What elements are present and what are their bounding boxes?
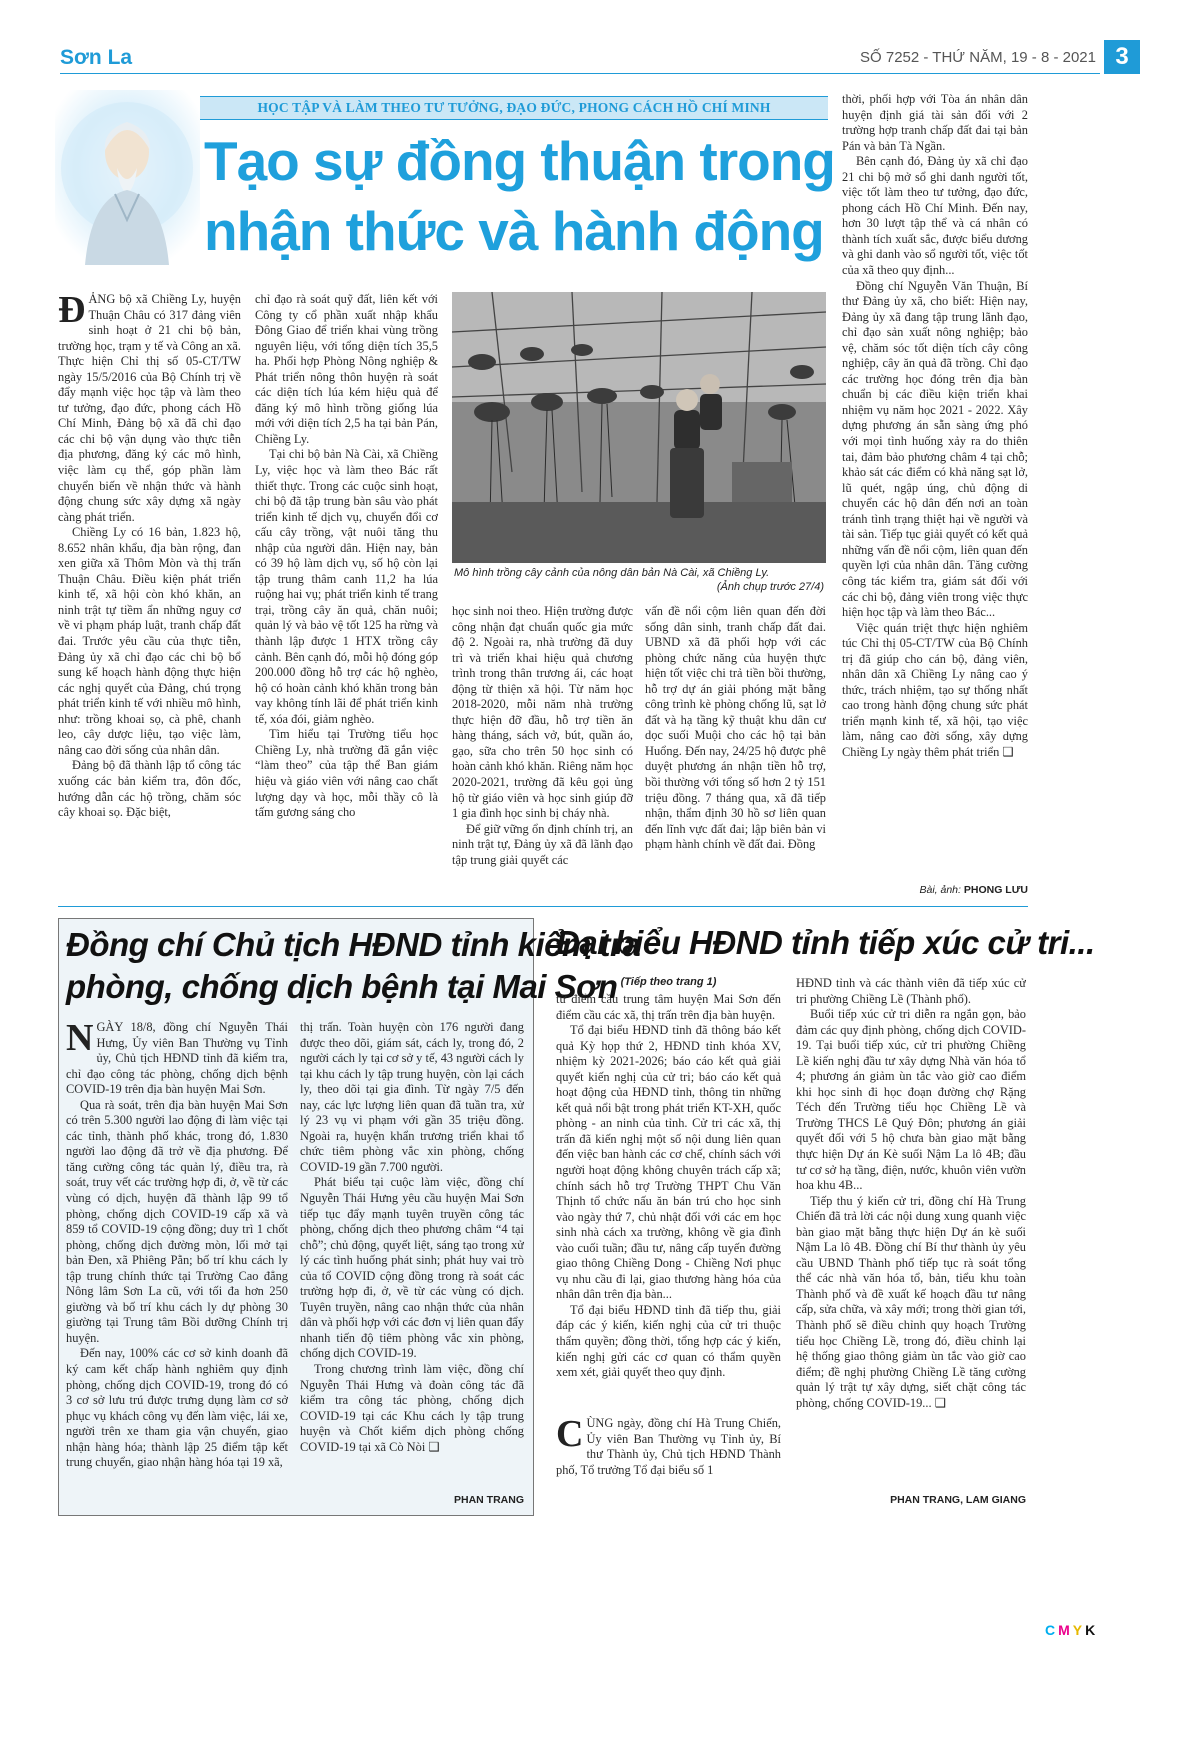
paragraph: ÙNG ngày, đồng chí Hà Trung Chiến, Ủy viên Ban Thường vụ Tỉnh ủy, Bí thư Thành ủy, Chủ tịch HĐND Thành phố, Tổ trưởng Tổ đại biểu số 1 <box>556 1416 781 1477</box>
article1-col3 <box>452 604 633 872</box>
dropcap: Đ <box>58 292 86 331</box>
page-number: 3 <box>1104 40 1140 74</box>
paragraph: Qua rà soát, trên địa bàn huyện Mai Sơn có trên 5.300 người lao động đi làm việc tại các tỉnh, thành phố khác, trong đó, 1.830 người lao động đã trở về địa phương. Để tăng cường công tác quản lý, điều tra, rà soát, truy vết các trường hợp đi, ở, về từ các vùng có dịch, huyện đã thành lập 99 tổ phòng, chống dịch COVID-19 cấp xã và 859 tổ COVID-19 cộng đồng; duy trì 1 chốt phòng, chống dịch đường mòn, lối mở tại bản Đen, xã Phiêng Pằn; bố trí khu cách ly tập trung chính thức tại Trường Cao đẳng Nông lâm Sơn La cũ, với tối đa hơn 250 giường và bố trí khu cách ly dự phòng 30 giường tại Trung tâm Bồi dưỡng Chính trị huyện. <box>66 1097 288 1345</box>
article1-byline <box>842 884 1028 896</box>
paragraph: Chiềng Ly có 16 bản, 1.823 hộ, 8.652 nhân khẩu, địa bàn rộng, đan xen giữa xã Thôm Mòn và thị trấn Thuận Châu. Điều kiện phát triển kinh tế, xã hội còn khó khăn, an ninh trật tự tiềm ẩn những nguy cơ về vi phạm pháp luật, tranh chấp đất đai. Trước yêu cầu của thực tiễn, Đảng ủy xã chỉ đạo các chi bộ bổ sung kế hoạch hành động thực hiện các nghị quyết của Đảng, chú trọng phát triển kinh tế với nhiều mô hình, như: trồng khoai sọ, cà phê, chanh leo, cây dược liệu, tạo việc làm, nâng cao đời sống của nhân dân. <box>58 525 241 757</box>
paragraph: Đến nay, 100% các cơ sở kinh doanh đã ký cam kết chấp hành nghiêm quy định phòng, chống dịch COVID-19, trong đó có 3 cơ sở lưu trú được trưng dụng làm cơ sở phục vụ khách công vụ đến làm việc, lái xe, người trên xe tham gia vận chuyển, giao nhận hàng hóa; thành lập 25 điểm tập kết trung chuyển, giao nhận hàng hóa tại 19 xã, <box>66 1346 288 1470</box>
article1-col2 <box>255 292 438 872</box>
article1-col1 <box>58 292 241 872</box>
article-photo <box>452 292 826 563</box>
byline-author: PHONG LƯU <box>963 884 1028 896</box>
cmyk-marks <box>1045 1622 1098 1638</box>
kicker-banner <box>200 96 828 120</box>
article3-col2 <box>796 976 1026 1491</box>
dropcap: C <box>556 1416 584 1455</box>
paragraph: Đồng chí Nguyễn Văn Thuận, Bí thư Đảng ủy xã, cho biết: Hiện nay, Đảng ủy xã đang tập trung lãnh đạo, chỉ đạo sản xuất nông nghiệp; bảo vệ, chăm sóc tốt diện tích cây công nghiệp, cây ăn quả đã trồng. Chỉ đạo các trường học đóng trên địa bàn chuẩn bị các điều kiện triển khai nhiệm vụ năm học 2021 - 2022. Xây dựng phương án sẵn sàng ứng phó với mọi tình huống xảy ra do thiên tai, đảm bảo phương châm 4 tại chỗ; khảo sát các điểm có khả năng sạt lở, lũ quét, ngập úng, chủ động di chuyển các hộ dân đến nơi an toàn tránh tình trạng thiệt hại về người và tài sản. Tiếp tục giải quyết có kết quả những vấn đề nổi cộm, liên quan đến quyền lợi của nhân dân. Tăng cường công tác kiểm tra, giám sát đối với các chi bộ, đảng viên trong việc thực hiện học tập và làm theo Bác... <box>842 278 1028 620</box>
article3-title: Đại biểu HĐND tỉnh tiếp xúc cử tri... <box>556 924 1095 961</box>
paragraph: thời, phối hợp với Tòa án nhân dân huyện định giá tài sản đối với 2 trường hợp tranh chấp đất đai tại bản Pán và bản Tà Ngần. <box>842 92 1028 153</box>
article2-title-line2: phòng, chống dịch bệnh tại Mai Sơn <box>66 968 618 1005</box>
paragraph: thị trấn. Toàn huyện còn 176 người đang được theo dõi, giám sát, cách ly, trong đó, 2 người cách ly tại cơ sở y tế, 43 người cách ly tại khu cách ly tập trung huyện, còn lại cách ly, theo dõi tại gia đình. Từ ngày 7/5 đến nay, các lực lượng liên quan đã tuần tra, xử lý 23 vụ vi phạm với gần 35 triệu đồng. Ngoài ra, huyện khẩn trương triển khai tổ chức tiêm phòng vắc xin phòng, chống COVID-19 gần 7.700 người. <box>300 1020 524 1174</box>
paragraph: HĐND tỉnh và các thành viên đã tiếp xúc cử tri phường Chiềng Lề (Thành phố). <box>796 976 1026 1006</box>
article2-byline: PHAN TRANG <box>454 1494 524 1506</box>
header-rule <box>60 73 1100 74</box>
kicker-text: HỌC TẬP VÀ LÀM THEO TƯ TƯỞNG, ĐẠO ĐỨC, PHONG CÁCH HỒ CHÍ MINH <box>257 100 771 115</box>
article3-col1 <box>556 992 781 1412</box>
paragraph: Để giữ vững ổn định chính trị, an ninh trật tự, Đảng ủy xã đã lãnh đạo tập trung giải quyết các <box>452 821 633 867</box>
paragraph: Phát biểu tại cuộc làm việc, đồng chí Nguyễn Thái Hưng yêu cầu huyện Mai Sơn tiếp tục đẩy mạnh tuyên truyền công tác phòng, chống dịch theo phương châm “4 tại chỗ”; chủ động, quyết liệt, sáng tạo trong xử lý các tình huống phát sinh; phát huy vai trò của tổ COVID cộng đồng trong rà soát các trường hợp đi, ở, về từ các vùng có dịch. Tuyên truyền, nâng cao nhận thức của nhân dân và phối hợp với các đơn vị liên quan đẩy nhanh tiến độ tiêm phòng vắc xin phòng, chống dịch COVID-19. <box>300 1175 524 1361</box>
paragraph: học sinh noi theo. Hiện trường được công nhận đạt chuẩn quốc gia mức độ 2. Ngoài ra, nhà trường đã duy trì và triển khai hiệu quả chương trình trong thân trương ái, các hoạt động từ thiện xã hội. Từ năm học 2018-2020, mỗi năm nhà trường thực hiện đỡ đầu, hỗ trợ tiền ăn hàng tháng, sách vở, bút, quần áo, gạo, sữa cho trên 50 học sinh có hoàn cảnh khó khăn. Riêng năm học 2020-2021, trường đã kêu gọi ủng hộ từ giáo viên và học sinh giúp đỡ 1 gia đình học sinh bị cháy nhà. <box>452 604 633 821</box>
dropcap: N <box>66 1020 94 1059</box>
paragraph: chỉ đạo rà soát quỹ đất, liên kết với Công ty cổ phần xuất nhập khẩu Đông Giao để triển khai vùng trồng nguyên liệu, với tổng diện tích 35,5 ha. Phối hợp Phòng Nông nghiệp & Phát triển nông thôn huyện rà soát các diện tích lúa kém hiệu quả để đăng ký mô hình trồng giống lúa mới với diện tích 2,5 ha tại bản Pán, Chiềng Ly. <box>255 292 438 446</box>
cmyk-c: C <box>1045 1622 1059 1638</box>
paragraph: vấn đề nổi cộm liên quan đến đời sống dân sinh, tranh chấp đất đai. UBND xã đã phối hợp với các phòng chức năng của huyện thực hiện tốt việc chi trả tiền bồi thường, hỗ trợ dự án giải phóng mặt bằng công trình kè phòng chống lũ, sạt lở đất và hạ tầng kỹ thuật khu dân cư dọc suối Muội cho các hộ tại bản Huổng. Đến nay, 24/25 hộ được phê duyệt phương án nhận tiền hỗ trợ, bồi thường với tổng số hơn 2 tỷ 151 triệu đồng. 7 tháng qua, xã đã tiếp nhận, thẩm định 30 hồ sơ liên quan đến lĩnh vực đất đai; lập biên bản vi phạm hành chính về đất đai. Đồng <box>645 604 826 852</box>
paragraph: Tiếp thu ý kiến cử tri, đồng chí Hà Trung Chiến đã trả lời các nội dung xung quanh việc bàn giao mặt bằng thực hiện Dự án kè suối Nậm La lô 4B. Đồng chí Bí thư thành ủy yêu cầu UBND Thành phố tiếp tục rà soát tổng thể các nhà văn hóa tổ, bản, tiểu khu toàn Thành phố và đề xuất kế hoạch đầu tư nâng cấp, sửa chữa, và xây mới; trong thời gian tới, Thành phố sẽ điều chỉnh quy hoạch Trường tiểu học Chiềng Lề, trong đó, điều chỉnh lại hệ thống giao thông giảm ùn tắc vào giờ cao điểm; đề nghị phường Chiềng Lề tăng cường quản lý trật tự xây dựng, siết chặt công tác phòng, chống COVID-19... ❑ <box>796 1193 1026 1410</box>
paragraph: từ điểm cầu trung tâm huyện Mai Sơn đến điểm cầu các xã, thị trấn trên địa bàn huyện. <box>556 992 781 1022</box>
paragraph: ẢNG bộ xã Chiềng Ly, huyện Thuận Châu có 317 đảng viên sinh hoạt ở 21 chi bộ bản, trường học, trạm y tế và Công an xã. Thực hiện Chỉ thị số 05-CT/TW ngày 15/5/2016 của Bộ Chính trị về đẩy mạnh việc học tập và làm theo tư tưởng, đạo đức, phong cách Hồ Chí Minh, Đảng bộ xã đã chỉ đạo các chi bộ vận dụng vào thực tiễn địa phương, đăng ký các mô hình, việc làm cụ thể, góp phần làm chuyển biến về nhận thức và hành động chung sức xây dựng xã ngày càng phát triển. <box>58 292 241 524</box>
section-name: Sơn La <box>60 46 133 69</box>
article3-byline: PHAN TRANG, LAM GIANG <box>890 1494 1026 1506</box>
byline-label: Bài, ảnh: <box>919 884 961 896</box>
paragraph: Bên cạnh đó, Đảng ủy xã chỉ đạo 21 chi bộ mở sổ ghi danh người tốt, việc tốt làm theo tư tưởng, đạo đức, phong cách Hồ Chí Minh. Đến nay, hơn 30 lượt tập thể và cá nhân có thành tích xuất sắc, được biểu dương và ghi danh vào sổ người tốt, việc tốt của xã theo quy định... <box>842 154 1028 278</box>
section-divider <box>58 906 1028 907</box>
cmyk-k: K <box>1085 1622 1099 1638</box>
article1-col4 <box>645 604 826 872</box>
paragraph: Tại chi bộ bản Nà Cài, xã Chiềng Ly, việc học và làm theo Bác rất thiết thực. Trong các cuộc sinh hoạt, chi bộ đã tập trung bàn sâu vào phát triển kinh tế dịch vụ, chuyển đổi cơ cấu cây trồng, vật nuôi tăng thu nhập của người dân. Hiện nay, bản có 39 hộ làm dịch vụ, số hộ còn lại tập trung thâm canh 11,2 ha lúa ruộng hai vụ; phát triển kinh tế trang trại, trồng cây ăn quả, chăn nuôi; quản lý và bảo vệ tốt 125 ha rừng và thành lập được 1 HTX trồng cây cảnh. Bên cạnh đó, mỗi hộ đóng góp 200.000 đồng hỗ trợ các hộ nghèo, hộ có hoàn cảnh khó khăn trong bản vay không tính lãi để phát triển kinh tế, xóa đói, giảm nghèo. <box>255 447 438 726</box>
headline-line1: Tạo sự đồng thuận trong <box>204 130 835 192</box>
article2-col1 <box>66 1020 288 1510</box>
issue-info: SỐ 7252 - THỨ NĂM, 19 - 8 - 2021 <box>860 49 1096 66</box>
photo-credit: (Ảnh chụp trước 27/4) <box>716 581 824 593</box>
portrait-image <box>55 90 200 265</box>
cmyk-m: M <box>1058 1622 1073 1638</box>
article2-title-line1: Đồng chí Chủ tịch HĐND tỉnh kiểm tra <box>66 926 641 963</box>
paragraph: Tổ đại biểu HĐND tỉnh đã tiếp thu, giải đáp các ý kiến, kiến nghị của cử tri thuộc thẩm quyền; đồng thời, tổng hợp các ý kiến, kiến nghị gửi các cơ quan có thẩm quyền xem xét, giải quyết theo quy định. <box>556 1302 781 1380</box>
paragraph: Buổi tiếp xúc cử tri diễn ra ngắn gọn, bảo đảm các quy định phòng, chống dịch COVID-19. Tại buổi tiếp xúc, cử tri phường Chiềng Lề kiến nghị đầu tư xây dựng Nhà văn hóa tổ 4; phương án giảm ùn tắc vào giờ cao điểm khi học sinh đi học đoạn đường chợ Rặng Téch đến Trường tiểu học Chiềng Lề và Trường THCS Lê Quý Đôn; phương án giải quyết đối với 5 hộ chưa bàn giao mặt bằng thực hiện Dự án Kè suối Nậm La lô 4B; đầu tư cơ sở hạ tầng, điện, nước, khuôn viên vườn hoa khu 4B... <box>796 1007 1026 1193</box>
article1-col5 <box>842 92 1028 882</box>
article3-continued: (Tiếp theo trang 1) <box>620 976 717 988</box>
paragraph: Tìm hiểu tại Trường tiểu học Chiềng Ly, nhà trường đã gắn việc “làm theo” của tập thể Ban giám hiệu và giáo viên với nâng cao chất lượng dạy và học, mỗi thầy cô là tấm gương sáng cho <box>255 727 438 820</box>
paragraph: Đảng bộ đã thành lập tổ công tác xuống các bản kiểm tra, đôn đốc, hướng dẫn các hộ trồng, chăm sóc cây khoai sọ. Đặc biệt, <box>58 758 241 820</box>
paragraph: Việc quán triệt thực hiện nghiêm túc Chỉ thị 05-CT/TW của Bộ Chính trị đã giúp cho cán bộ, đảng viên, nhân dân xã Chiềng Ly nâng cao ý thức, trách nhiệm, tạo sự thống nhất cao trong hành động chung sức phát triển mạnh kinh tế, xã hội, tạo việc làm, nâng cao đời sống, xây dựng Chiềng Ly ngày thêm phát triển ❑ <box>842 620 1028 759</box>
masthead <box>60 40 1140 74</box>
article3-col1-part2 <box>556 1416 781 1500</box>
cmyk-y: Y <box>1072 1622 1086 1638</box>
paragraph: Trong chương trình làm việc, đồng chí Nguyễn Thái Hưng và đoàn công tác đã kiểm tra công tác phòng, chống dịch COVID-19 tại các Khu cách ly tập trung huyện và Chốt kiểm dịch phòng chống COVID-19 tại xã Cò Nòi ❑ <box>300 1362 524 1454</box>
headline-line2: nhận thức và hành động <box>204 200 824 262</box>
paragraph: GÀY 18/8, đồng chí Nguyễn Thái Hưng, Ủy viên Ban Thường vụ Tỉnh ủy, Chủ tịch HĐND tỉnh đã kiểm tra, chỉ đạo công tác phòng, chống dịch bệnh COVID-19 trên địa bàn huyện Mai Sơn. <box>66 1020 288 1097</box>
article2-col2 <box>300 1020 524 1490</box>
photo-caption: Mô hình trồng cây cảnh của nông dân bản Nà Cài, xã Chiềng Ly. <box>454 567 770 579</box>
paragraph: Tổ đại biểu HĐND tỉnh đã thông báo kết quả Kỳ họp thứ 2, HĐND tỉnh khóa XV, nhiệm kỳ 2021-2026; báo cáo kết quả giải quyết kiến nghị của cử tri; báo cáo kết quả hoạt động của HĐND tỉnh, thông tin những kết quả nổi bật trong phát triển KT-XH, quốc phòng - an ninh của tỉnh. Cử tri các xã, thị trấn đã kiến nghị một số nội dung liên quan đến việc ban hành các cơ chế, chính sách với người hoạt động không chuyên trách cấp xã; chính sách hỗ trợ Trường THPT Chu Văn Thịnh tổ chức nấu ăn bán trú cho học sinh vào ngày thứ 7, chủ nhật đối với các em học sinh nhà cách xa trường, không về gia đình vào cuối tuần; đầu tư, nâng cấp tuyến đường giao thông Chiềng Dong - Chiềng Nơi phục vụ nhu cầu đi lại, giao thương hàng hóa của nhân dân trên địa bàn... <box>556 1023 781 1302</box>
